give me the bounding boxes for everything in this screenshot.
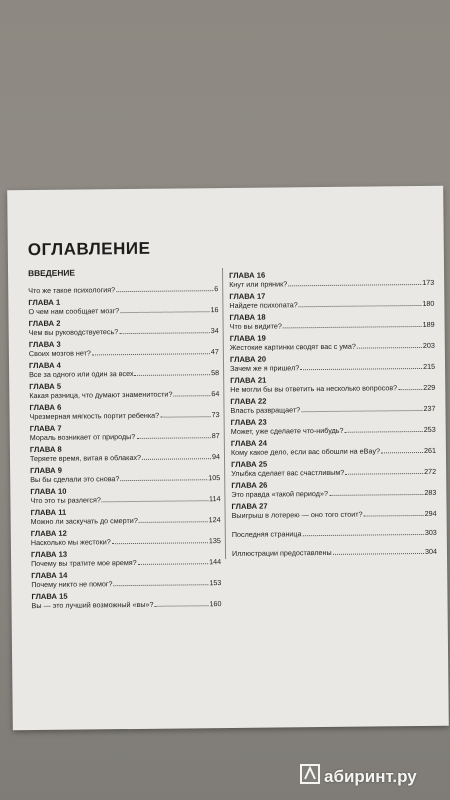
toc-entry bbox=[230, 362, 435, 373]
entry-title: Вы — это лучший возможный «вы»? bbox=[31, 599, 154, 611]
dot-leader bbox=[300, 368, 422, 370]
dot-leader bbox=[283, 326, 422, 328]
entry-title: Вы бы сделали это снова? bbox=[30, 474, 120, 485]
entry-title: Это правда «такой период»? bbox=[231, 488, 328, 499]
chapter-heading: ГЛАВА 1 bbox=[28, 297, 61, 308]
toc-left-column bbox=[28, 266, 222, 611]
chapter-heading: ГЛАВА 24 bbox=[230, 438, 267, 448]
entry-page: 261 bbox=[423, 445, 436, 455]
chapter-heading: ГЛАВА 17 bbox=[229, 291, 266, 301]
toc-title: ОГЛАВЛЕНИЕ bbox=[27, 238, 151, 260]
entry-title: Какая разница, что думают знаменитости? bbox=[29, 389, 173, 401]
entry-page: 144 bbox=[209, 557, 222, 567]
entry-title: Найдете психопата? bbox=[229, 300, 298, 310]
entry-page: 114 bbox=[208, 494, 221, 504]
right-chapter-list bbox=[229, 269, 437, 520]
toc-entry bbox=[31, 536, 221, 547]
dot-leader bbox=[112, 542, 208, 544]
entry-title: Все за одного или один за всех bbox=[29, 368, 134, 380]
dot-leader bbox=[142, 458, 211, 460]
entry-page: 87 bbox=[211, 431, 220, 441]
entry-title: Зачем же я пришел? bbox=[230, 363, 300, 373]
chapter-heading: ГЛАВА 2 bbox=[28, 318, 61, 329]
toc-entry bbox=[229, 299, 434, 310]
entry-title: Выигрыш в лотерею — оно того стоит? bbox=[231, 509, 363, 520]
toc-entry bbox=[232, 509, 437, 520]
toc-entry bbox=[230, 383, 435, 394]
dot-leader bbox=[329, 494, 423, 496]
entry-page: 237 bbox=[423, 403, 436, 413]
toc-entry bbox=[29, 326, 219, 337]
toc-entry bbox=[31, 515, 221, 526]
dot-leader bbox=[154, 605, 208, 607]
toc-entry bbox=[28, 305, 218, 316]
entry-title: Своих мозгов нет? bbox=[28, 348, 91, 359]
toc-entry bbox=[29, 368, 219, 379]
toc-entry bbox=[230, 341, 435, 352]
entry-title: Можно ли заскучать до смерти? bbox=[30, 515, 138, 527]
entry-title: Жестокие картинки сводят вас с ума? bbox=[229, 341, 356, 352]
dot-leader bbox=[160, 416, 210, 418]
entry-page: 58 bbox=[211, 368, 220, 378]
entry-title: Кнут или пряник? bbox=[229, 279, 288, 289]
toc-entry bbox=[231, 488, 436, 499]
intro-entry bbox=[28, 284, 218, 295]
toc-entry bbox=[231, 425, 436, 436]
dot-leader bbox=[303, 534, 424, 536]
entry-title: Мораль возникает от природы? bbox=[29, 431, 136, 443]
dot-leader bbox=[357, 347, 422, 349]
toc-entry bbox=[30, 431, 220, 442]
entry-title: Чем вы руководствуетесь? bbox=[28, 327, 119, 338]
entry-page: 16 bbox=[210, 305, 219, 315]
chapter-heading: ГЛАВА 14 bbox=[31, 570, 68, 581]
dot-leader bbox=[139, 521, 208, 523]
chapter-heading: ГЛАВА 9 bbox=[30, 465, 63, 476]
entry-title: Насколько мы жестоки? bbox=[30, 537, 111, 548]
entry-page: 283 bbox=[424, 487, 437, 497]
dot-leader bbox=[301, 410, 422, 412]
chapter-heading: ГЛАВА 18 bbox=[229, 312, 266, 322]
chapter-heading: ГЛАВА 5 bbox=[29, 381, 62, 392]
dot-leader bbox=[381, 452, 423, 453]
chapter-heading: ГЛАВА 22 bbox=[230, 396, 267, 406]
dot-leader bbox=[173, 395, 210, 396]
entry-title: Последняя страница bbox=[231, 529, 302, 539]
chapter-heading: ГЛАВА 12 bbox=[30, 528, 67, 539]
chapter-heading: ГЛАВА 20 bbox=[229, 354, 267, 364]
entry-page: 203 bbox=[422, 340, 435, 350]
entry-title: Власть развращает? bbox=[230, 405, 301, 415]
entry-page: 303 bbox=[424, 527, 437, 537]
dot-leader bbox=[135, 374, 211, 376]
toc-entry bbox=[31, 599, 221, 610]
dot-leader bbox=[120, 311, 209, 313]
entry-page: 253 bbox=[423, 424, 436, 434]
entry-title: Теряете время, витая в облаках? bbox=[29, 452, 142, 464]
entry-page: 304 bbox=[424, 546, 438, 556]
entry-page: 173 bbox=[422, 277, 435, 287]
watermark-text: абиринт.ру bbox=[324, 766, 417, 786]
entry-page: 272 bbox=[424, 466, 437, 476]
toc-right-column bbox=[222, 266, 437, 559]
toc-entry bbox=[30, 494, 220, 505]
entry-title: Кому какое дело, если вас обошли на eBay? bbox=[230, 446, 381, 457]
entry-page: 34 bbox=[210, 326, 219, 336]
chapter-heading: ГЛАВА 16 bbox=[229, 270, 266, 280]
extra-entry bbox=[232, 547, 437, 558]
labirint-logo-icon bbox=[300, 764, 320, 789]
toc-entry bbox=[30, 452, 220, 463]
entry-page: 64 bbox=[211, 389, 220, 399]
dot-leader bbox=[116, 290, 213, 292]
entry-page: 215 bbox=[423, 361, 436, 371]
chapter-heading: ГЛАВА 13 bbox=[30, 549, 68, 560]
dot-leader bbox=[299, 305, 422, 307]
dot-leader bbox=[120, 479, 207, 481]
entry-title: Иллюстрации предоставлены bbox=[231, 547, 332, 558]
toc-entry bbox=[229, 278, 434, 289]
dot-leader bbox=[136, 437, 210, 439]
chapter-heading: ГЛАВА 25 bbox=[231, 459, 268, 469]
entry-page: 47 bbox=[210, 347, 219, 357]
entry-page: 6 bbox=[214, 284, 219, 294]
entry-page: 180 bbox=[422, 298, 435, 308]
toc-entry bbox=[29, 389, 219, 400]
dot-leader bbox=[92, 353, 210, 355]
entry-page: 135 bbox=[208, 536, 221, 546]
toc-entry bbox=[30, 410, 220, 421]
entry-title: Почему вы тратите мое время? bbox=[31, 557, 137, 569]
entry-page: 124 bbox=[208, 515, 221, 525]
entry-title: Почему никто не помог? bbox=[31, 579, 113, 590]
chapter-heading: ГЛАВА 27 bbox=[231, 501, 268, 511]
dot-leader bbox=[345, 431, 423, 433]
entry-title: О чем нам сообщает мозг? bbox=[28, 306, 120, 317]
chapter-heading: ГЛАВА 19 bbox=[229, 333, 266, 343]
entry-page: 105 bbox=[208, 473, 221, 483]
entry-page: 189 bbox=[422, 319, 435, 329]
dot-leader bbox=[364, 515, 424, 517]
entry-page: 94 bbox=[211, 452, 221, 462]
book-page bbox=[7, 186, 449, 731]
toc-entry bbox=[230, 320, 435, 331]
entry-page: 294 bbox=[424, 508, 437, 518]
dot-leader bbox=[119, 332, 209, 334]
chapter-heading: ГЛАВА 10 bbox=[30, 486, 67, 497]
dot-leader bbox=[102, 500, 208, 502]
toc-entry bbox=[231, 467, 436, 478]
entry-title: Что вы видите? bbox=[229, 321, 282, 331]
chapter-heading: ГЛАВА 7 bbox=[29, 423, 62, 434]
chapter-heading: ГЛАВА 15 bbox=[31, 591, 68, 602]
dot-leader bbox=[288, 284, 421, 286]
entry-title: Чрезмерная мягкость портит ребенка? bbox=[29, 410, 160, 422]
chapter-heading: ГЛАВА 4 bbox=[28, 360, 61, 371]
toc-entry bbox=[31, 578, 221, 589]
chapter-heading: ГЛАВА 6 bbox=[29, 402, 62, 413]
left-chapter-list bbox=[28, 296, 221, 610]
dot-leader bbox=[333, 553, 424, 555]
chapter-heading: ГЛАВА 21 bbox=[230, 375, 267, 385]
chapter-heading: ГЛАВА 26 bbox=[231, 480, 268, 490]
entry-title: Может, уже сделаете что-нибудь? bbox=[230, 425, 344, 436]
dot-leader bbox=[345, 473, 423, 475]
toc-entry bbox=[29, 347, 219, 358]
dot-leader bbox=[138, 563, 208, 565]
toc-entry bbox=[30, 473, 220, 484]
dot-leader bbox=[114, 584, 209, 586]
extra-entry bbox=[232, 528, 437, 539]
chapter-heading: ГЛАВА 8 bbox=[29, 444, 62, 455]
dot-leader bbox=[398, 389, 422, 390]
chapter-heading: ГЛАВА 23 bbox=[230, 417, 267, 427]
entry-title: Что это ты разлегся? bbox=[30, 495, 101, 506]
entry-title: Что же такое психология? bbox=[28, 285, 116, 296]
entry-page: 73 bbox=[211, 410, 220, 420]
entry-page: 229 bbox=[423, 382, 436, 392]
entry-page: 160 bbox=[209, 599, 222, 609]
intro-heading: ВВЕДЕНИЕ bbox=[28, 267, 75, 279]
toc-entry bbox=[231, 446, 436, 457]
toc-entry bbox=[31, 557, 221, 568]
watermark bbox=[300, 764, 417, 789]
entry-page: 153 bbox=[209, 578, 222, 588]
chapter-heading: ГЛАВА 3 bbox=[28, 339, 61, 350]
entry-title: Не могли бы вы ответить на несколько вопросов? bbox=[230, 383, 398, 394]
toc-entry bbox=[230, 404, 435, 415]
extras-list bbox=[232, 528, 437, 558]
entry-title: Улыбка сделает вас счастливым? bbox=[231, 467, 345, 478]
chapter-heading: ГЛАВА 11 bbox=[30, 507, 67, 518]
